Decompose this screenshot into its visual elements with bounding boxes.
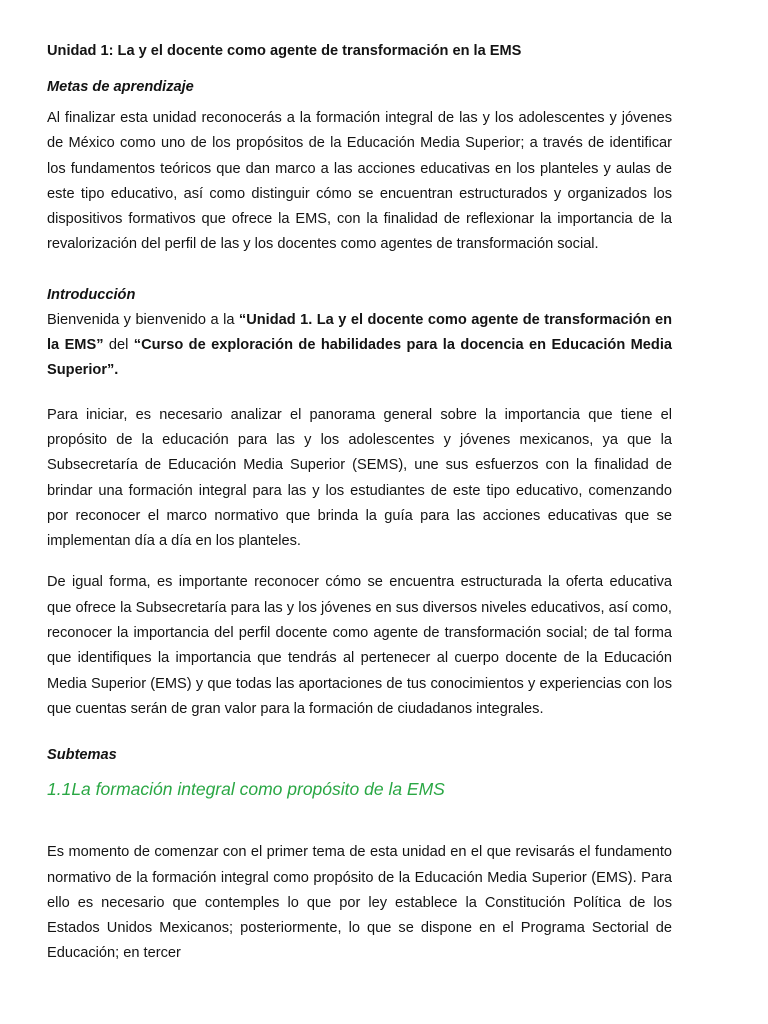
subtemas-heading: Subtemas [47,747,117,764]
metas-heading: Metas de aprendizaje [47,79,194,95]
intro-heading: Introducción [47,286,136,303]
intro-paragraph-welcome [47,308,672,384]
course-name: “Curso de exploración de habilidades para la docencia en Educación Media Superior”. [47,337,672,379]
intro-welcome-mid: del [103,337,134,354]
intro-paragraph-context: Para iniciar, es necesario analizar el panorama general sobre la importancia que tiene el propósito de la educación para las y los adolescentes y jóvenes mexicanos, ya que la Subsecretaría de Educación Media Superior (SEMS), une sus esfuerzos con la finalidad de brindar una formación integral para las y los estudiantes de este tipo educativo, comenzando por reconocer el marco normativo que brinda la guía para las acciones educativas que se implementan día a día en los planteles. [47,406,672,550]
document-title: Unidad 1: La y el docente como agente de transformación en la EMS [47,43,522,59]
intro-welcome-lead: Bienvenida y bienvenido a la [47,311,239,328]
document-page [47,38,672,967]
subtopic-paragraph: Es momento de comenzar con el primer tema de esta unidad en el que revisarás el fundamento normativo de la formación integral como propósito de la Educación Media Superior (EMS). Para ello es necesario que contemples lo que por ley establece la Constitución Política de los Estados Unidos Mexicanos; posteriormente, lo que se dispone en el Programa Sectorial de Educación; en tercer [47,844,672,962]
unit-name: “Unidad 1. La y el docente como agente de transformación en la EMS” [47,311,672,354]
subtopic-title: 1.1La formación integral como propósito de la EMS [47,779,445,800]
intro-paragraph-offer: De igual forma, es importante reconocer cómo se encuentra estructurada la oferta educativa que ofrece la Subsecretaría para las y los jóvenes en sus diversos niveles educativos, así como, reconocer la importancia del perfil docente como agente de transformación social; de tal forma que identifiques la importancia que tendrás al pertenecer al cuerpo docente de la Educación Media Superior (EMS) y que todas las aportaciones de tus conocimientos y experiencias con los que cuentas serán de gran valor para la formación de ciudadanos integrales. [47,574,672,717]
metas-paragraph: Al finalizar esta unidad reconocerás a la formación integral de las y los adolescentes y jóvenes de México como uno de los propósitos de la Educación Media Superior; a través de identificar los fundamentos teóricos que dan marco a las acciones educativas en los planteles y aulas de este tipo educativo, así como distinguir cómo se encuentran estructurados y organizados los dispositivos formativos que ofrece la EMS, con la finalidad de reflexionar la importancia de la revalorización del perfil de las y los docentes como agentes de transformación social. [47,110,672,253]
